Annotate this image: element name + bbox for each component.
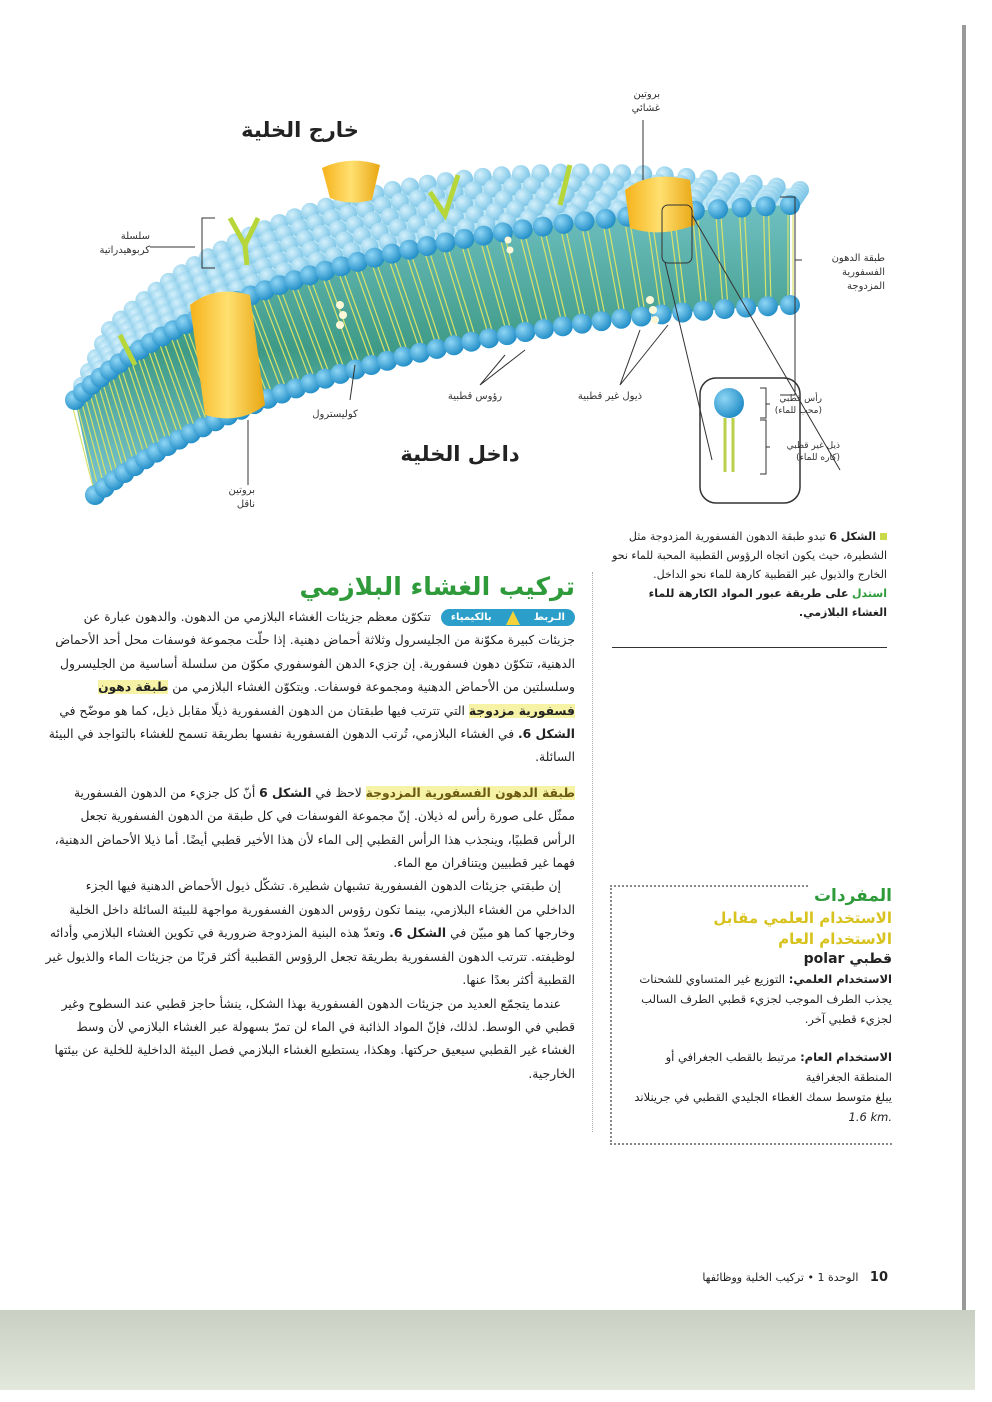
p1-figure-ref: الشكل 6.: [518, 727, 575, 742]
label-line: كربوهيدراتية: [99, 245, 150, 256]
label-line: ذيل غير قطبي: [786, 441, 840, 451]
polar-head: [417, 236, 437, 256]
p1-text-b: التي تترتب فيها طبقتان من الدهون الفسفورية ذيلًا مقابل ذيل، كما هو موضّح في: [59, 703, 465, 718]
science-example: يجذب الطرف الموجب لجزيء قطبي الطرف السالب لجزيء قطبي آخر.: [641, 992, 892, 1026]
footer-bullet: •: [807, 1271, 814, 1284]
footer-chapter: تركيب الخلية ووظائفها: [702, 1271, 804, 1284]
caption-figure-ref: الشكل 6: [829, 530, 876, 543]
inset-head: [714, 388, 744, 418]
polar-head: [553, 316, 573, 336]
label-nonpolar-tails: ذيول غير قطبية: [577, 391, 643, 402]
common-example-line: [624, 1087, 892, 1127]
polar-head: [756, 196, 776, 216]
caption-divider: [612, 647, 887, 648]
polar-head: [365, 248, 385, 268]
label-line: بروتين: [228, 485, 255, 496]
column-dotted-divider: [592, 572, 593, 1132]
paragraph-3: [45, 875, 575, 992]
polar-head: [382, 244, 402, 264]
polar-head: [693, 301, 713, 321]
vocab-science: [624, 969, 892, 989]
flask-icon: [506, 611, 520, 625]
science-definition: التوزيع غير المتساوي للشحنات: [639, 972, 786, 986]
vocab-term: [624, 949, 892, 969]
footer-unit: الوحدة 1: [817, 1271, 859, 1284]
polar-head: [479, 328, 499, 348]
common-definition: مرتبط بالقطب الجغرافي أو المنطقة الجغرافية: [665, 1050, 892, 1084]
polar-head: [534, 319, 554, 339]
common-example-value: 1.6 km.: [848, 1110, 892, 1124]
section-title: تركيب الغشاء البلازمي: [299, 572, 575, 601]
p1-text-a: تتكوّن معظم جزيئات الغشاء البلازمي من الدهون. والدهون عبارة عن جزيئات كبيرة مكوّنة من الجليسرول وثلاثة أحماض دهنية. إذا حلّت مجموعة فوسفات محل أحد الأحماض الدهنية، تتكوّن دهون فسفورية. إن جزيء الدهن الفوسفوري مكوّن من سلسلة أساسية من الجليسرول وسلسلتين من الأحماض الدهنية ومجموعة فوسفات. ويتكوّن الغشاء البلازمي من: [55, 610, 575, 695]
label-line: (محب للماء): [774, 406, 822, 416]
p2-figure-ref: الشكل 6: [259, 785, 312, 800]
label-phospholipid-bilayer: [800, 252, 885, 294]
caption-text: تبدو طبقة الدهون الفسفورية المزدوجة مثل الشطيرة، حيث يكون اتجاه الرؤوس القطبية المحبة للماء نحو الخارج والذيول غير القطبية كارهة للماء نحو الداخل.: [612, 530, 887, 581]
paragraph-1: [45, 606, 575, 770]
p3-text-b: وتعدّ هذه البنية المزدوجة ضرورية في تكوين الغشاء البلازمي وأدائه لوظيفته. تترتب الدهون الفسفورية بطريقة تجعل الرؤوس القطبية أكثر قربًا من جزيئات الماء والذيول غير القطبية أكثر بعدًا عنها.: [45, 926, 575, 988]
polar-head: [515, 322, 535, 342]
label-line: سلسلة: [120, 231, 150, 242]
common-example: يبلغ متوسط سمك الغطاء الجليدي القطبي في جرينلاند: [634, 1090, 892, 1104]
common-label: الاستخدام العام:: [800, 1050, 892, 1064]
term-phospholipid-bilayer: طبقة دهون فسفورية مزدوجة: [98, 680, 575, 718]
chemistry-link-badge[interactable]: [441, 609, 575, 626]
label-line: ناقل: [236, 499, 255, 510]
polar-head: [454, 229, 474, 249]
polar-head: [591, 311, 611, 331]
label-line: المزدوجة: [847, 281, 885, 292]
p3-figure-ref: الشكل 6.: [389, 926, 447, 941]
label-line: الفسفورية: [841, 267, 885, 278]
polar-head: [410, 343, 430, 363]
polar-head: [533, 217, 553, 237]
polar-head: [399, 240, 419, 260]
polar-head: [780, 295, 800, 315]
p2-text-b: أنّ كل جزيء من الدهون الفسفورية ممثّل على صورة رأس له ذيلان. إنّ مجموعة الفوسفات في كل طبقة من الدهون الفسفورية تجعل الرأس قطبيًا، وينجذب هذا الرأس القطبي إلى الماء لأن هذا الأخير قطبي أيضًا. أما ذيلا الأحماض الدهنية، فهما غير قطبيين ويتنافران مع الماء.: [54, 785, 575, 871]
vocab-subtitle-2: الاستخدام العام: [778, 930, 892, 948]
polar-head: [436, 232, 456, 252]
caption-bullet-icon: [880, 533, 887, 540]
polar-head: [572, 314, 592, 334]
p1-text-c: في الغشاء البلازمي، تُرتب الدهون الفسفورية نفسها بطريقة تسمح للغشاء بالتواجد في البيئة السائلة.: [48, 727, 575, 765]
polar-head: [427, 339, 447, 359]
link-badge-prefix: الـربط: [533, 611, 565, 623]
section-body: [45, 606, 575, 1086]
link-badge-subject: بالكيمياء: [450, 611, 492, 623]
scan-bottom-band: [0, 1310, 975, 1390]
label-line: طبقة الدهون: [831, 253, 885, 264]
label-cholesterol: كوليسترول: [312, 409, 358, 420]
label-carbohydrate-chain: [60, 230, 150, 258]
paragraph-4: عندما يتجمّع العديد من جزيئات الدهون الفسفورية بهذا الشكل، ينشأ حاجز قطبي عند السطوح وغير قطبي في الوسط. لذلك، فإنّ المواد الذائبة في الماء لن تمرّ بسهولة عبر الغشاء البلازمي لأن وسط الغشاء غير القطبي سيعيق حركتها. وهكذا، يستطيع الغشاء البلازمي فصل البيئة الداخلية للخلية عن بيئتها الخارجية.: [54, 996, 575, 1081]
vocab-title: المفردات: [808, 885, 892, 907]
polar-head: [780, 195, 800, 215]
figure-caption: [612, 527, 887, 622]
paragraph-2: [45, 782, 575, 876]
polar-head: [461, 332, 481, 352]
label-line: غشائي: [631, 103, 660, 114]
polar-head: [393, 347, 413, 367]
label-transport-protein: [215, 484, 255, 512]
label-membrane-protein: [610, 88, 660, 116]
label-polar-heads: رؤوس قطبية: [447, 391, 503, 402]
polar-head: [348, 252, 368, 272]
polar-head: [631, 306, 651, 326]
p2-heading: طبقة الدهون الفسفورية المزدوجة: [365, 785, 575, 800]
top-protein-shape: [322, 161, 380, 203]
polar-head: [553, 214, 573, 234]
label-inset-head: [760, 393, 822, 417]
label-line: رأس قطبي: [779, 394, 822, 404]
polar-head: [497, 325, 517, 345]
page-number: 10: [869, 1270, 888, 1285]
page-footer: [600, 1270, 888, 1285]
polar-head: [758, 296, 778, 316]
polar-head: [444, 335, 464, 355]
vocab-term-arabic: قطبي: [849, 951, 892, 967]
polar-head: [715, 299, 735, 319]
vocab-subtitle-1: الاستخدام العلمي مقابل: [713, 909, 892, 927]
polar-head: [708, 199, 728, 219]
polar-head: [596, 209, 616, 229]
label-outside-cell: خارج الخلية: [241, 118, 359, 142]
p3-text-a: إن طبقتي جزيئات الدهون الفسفورية تشبهان شطيرة. تشكّل ذيول الأحماض الدهنية فيها الجزء الداخلي من الغشاء البلازمي، بينما تكون رؤوس الدهون الفسفورية مواجهة للبيئة السائلة داخل الخلية وخارجها كما هو مبيّن في: [69, 879, 575, 941]
polar-head: [732, 198, 752, 218]
vocab-term-english: polar: [803, 951, 845, 967]
polar-head: [473, 226, 493, 246]
label-inside-cell: داخل الخلية: [400, 442, 520, 466]
caption-question: على طريقة عبور المواد الكارهة للماء الغشاء البلازمي.: [648, 587, 887, 619]
polar-head: [574, 211, 594, 231]
vocab-common: [624, 1047, 892, 1087]
label-line: (كاره للماء): [796, 453, 840, 463]
science-label: الاستخدام العلمي:: [788, 972, 892, 986]
label-inset-tail: [760, 440, 840, 464]
label-line: بروتين: [633, 89, 660, 100]
polar-head: [513, 219, 533, 239]
vocabulary-box: [610, 885, 892, 1145]
p2-text-a: لاحظ في: [315, 785, 362, 800]
caption-question-label: استدل: [852, 587, 887, 600]
polar-head: [611, 309, 631, 329]
